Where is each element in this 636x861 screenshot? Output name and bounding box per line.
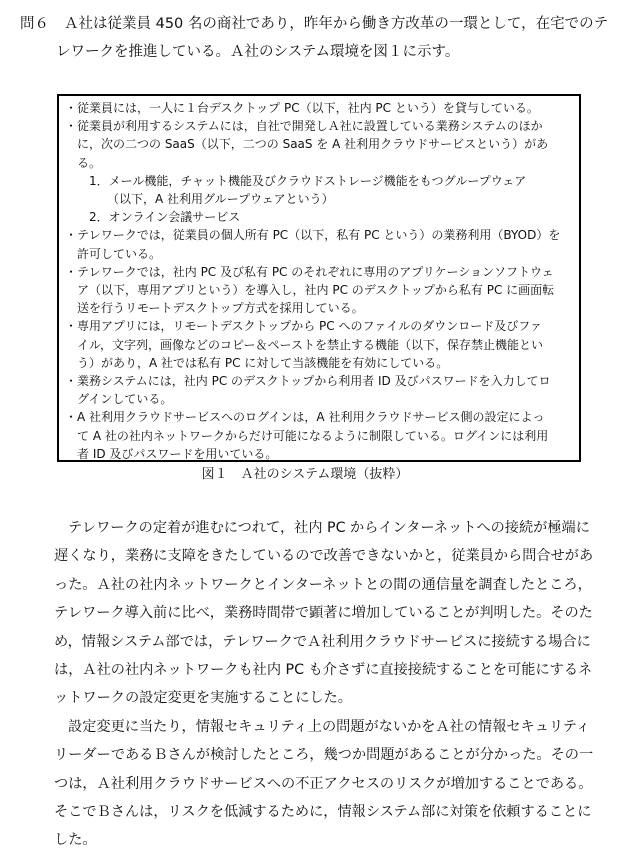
figure-line: グインしている。	[77, 392, 173, 407]
body-line: テレワーク導入前に比べ，業務時間帯で顕著に増加していることが判明した。そのた	[54, 605, 593, 622]
figure-caption-text: 図１ Ａ社のシステム環境（抜粋）	[201, 467, 409, 482]
figure-1-box	[57, 94, 581, 462]
figure-line: 送を行うリモートデスクトップ方式を採用している。	[77, 301, 364, 316]
body-line: テレワークの定着が進むにつれて，社内 PC からインターネットへの接続が極端に	[68, 520, 590, 536]
question-number: 問６	[20, 16, 49, 32]
figure-line: ・A 社利用クラウドサービスへのログインは，A 社利用クラウドサービス側の設定によっ	[65, 410, 545, 425]
question-line-2: レワークを推進している。Ａ社のシステム環境を図１に示す。	[56, 44, 460, 60]
figure-line: 許可している。	[77, 246, 162, 261]
figure-line: 者 ID 及びパスワードを用いている。	[77, 446, 278, 461]
figure-line: 2．オンライン会議サービス	[89, 210, 241, 225]
figure-line: ・テレワークでは，従業員の個人所有 PC（以下，私有 PC という）の業務利用（BYOD）を	[65, 228, 561, 243]
figure-line: ・専用アプリには，リモートデスクトップから PC へのファイルのダウンロード及びファ	[65, 319, 542, 334]
body-text	[54, 514, 614, 855]
body-line: した。	[54, 832, 97, 849]
question-text-1: Ａ社は従業員 450 名の商社であり，昨年から働き方改革の一環として，在宅でのテ	[64, 16, 609, 32]
figure-line: ・業務システムには，社内 PC のデスクトップから利用者 ID 及びパスワードを入力してロ	[65, 374, 551, 389]
figure-caption	[0, 466, 636, 484]
figure-line: ・テレワークでは，社内 PC 及び私有 PC のそれぞれに専用のアプリケーションソフトウェ	[65, 264, 554, 279]
body-line: 設定変更に当たり，情報セキュリティ上の問題がないかをＡ社の情報セキュリティ	[68, 718, 591, 735]
figure-line: イル，文字列，画像などのコピー＆ペーストを禁止する機能（以下，保存禁止機能とい	[77, 337, 543, 352]
figure-line: う）があり，A 社では私有 PC に対して当該機能を有効にしている。	[77, 355, 449, 370]
figure-line: て A 社の社内ネットワークからだけ可能になるように制限している。ログインには利用	[77, 428, 549, 443]
figure-line: る。	[77, 155, 102, 170]
body-line: リーダーであるＢさんが検討したところ，幾つか問題があることが分かった。その一	[54, 747, 594, 764]
question-line-1	[20, 10, 620, 38]
body-line: 遅くなり，業務に支障をきたしているので改善できないかと，従業員から問合せがあ	[54, 548, 594, 565]
body-line: め，情報システム部では，テレワークでＡ社利用クラウドサービスに接続する場合に	[54, 633, 591, 650]
body-line: そこでＢさんは，リスクを低減するために，情報システム部に対策を依頼することに	[54, 804, 592, 821]
figure-line: に，次の二つの SaaS（以下，二つの SaaS を A 社利用クラウドサービスという）があ	[77, 137, 549, 152]
body-line: つは，Ａ社利用クラウドサービスへの不正アクセスのリスクが増加することである。	[54, 775, 593, 792]
figure-line: ア（以下，専用アプリという）を導入し，社内 PC のデスクトップから私有 PC に画面転	[77, 283, 555, 298]
figure-line: ・従業員には，一人に１台デスクトップ PC（以下，社内 PC という）を貸与している。	[65, 101, 539, 115]
body-line: った。Ａ社の社内ネットワークとインターネットとの間の通信量を調査したところ，	[54, 576, 592, 593]
figure-line: 1．メール機能，チャット機能及びクラウドストレージ機能をもつグループウェア	[89, 173, 527, 188]
body-line: ットワークの設定変更を実施することにした。	[54, 690, 352, 707]
question-header	[20, 10, 620, 66]
body-line: は，Ａ社の社内ネットワークも社内 PC も介さずに直接接続することを可能にするネ	[54, 662, 593, 679]
figure-line: ・従業員が利用するシステムには，自社で開発しＡ社に設置している業務システムのほか	[65, 119, 543, 134]
figure-line: （以下，A 社利用グループウェアという）	[107, 192, 334, 207]
